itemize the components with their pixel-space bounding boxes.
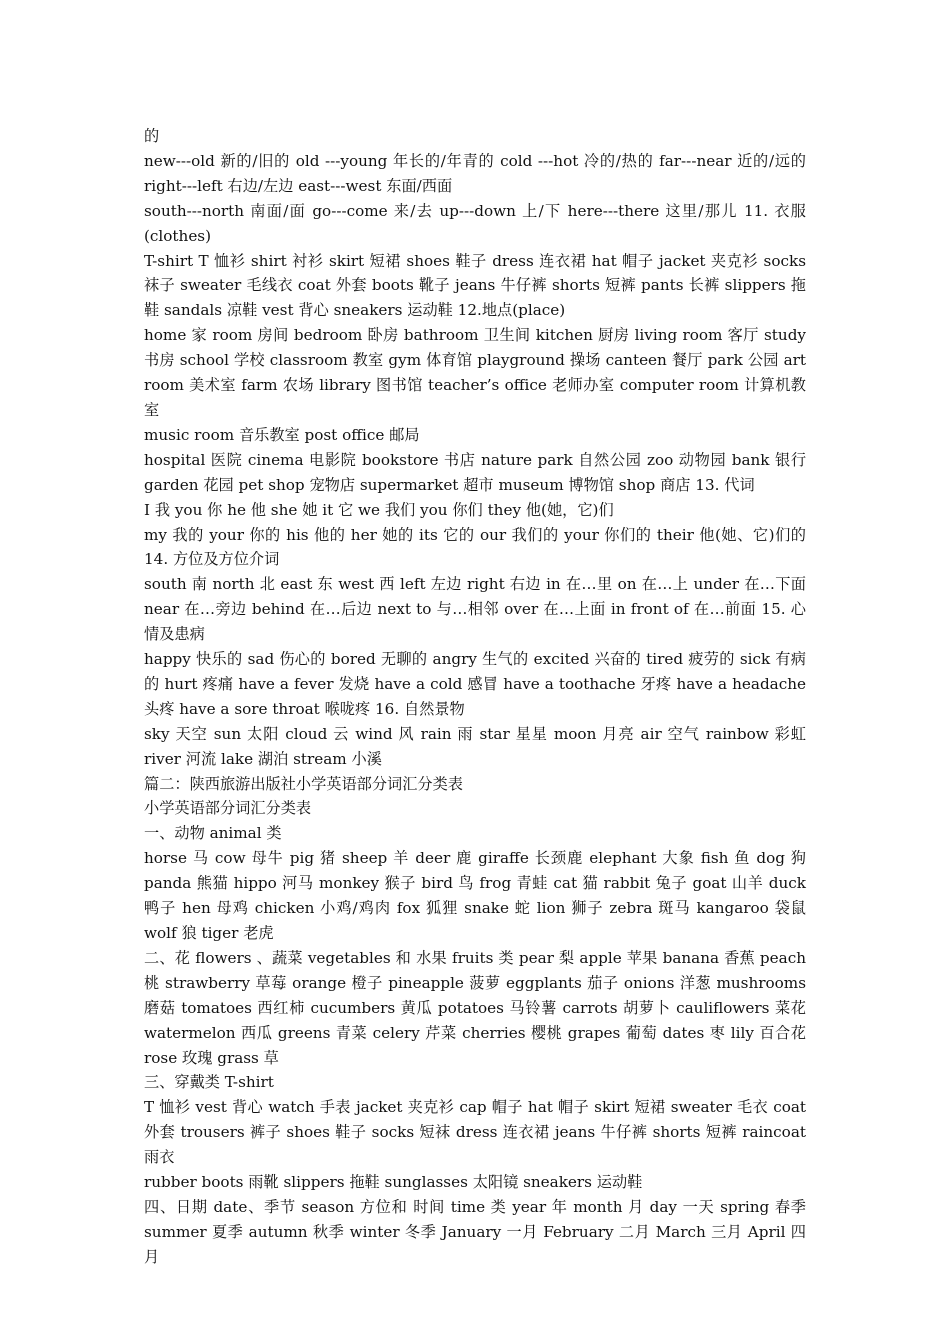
section-subtitle: 小学英语部分词汇分类表 <box>144 799 312 818</box>
antonym-pairs-paragraph: new---old 新的/旧的 old ---young 年长的/年青的 cold ---hot 冷的/热的 far---near 近的/远的 right---left 右边/左边 east---west 东面/西面 <box>144 151 806 195</box>
category-heading-animals: 一、动物 animal 类 <box>144 824 282 843</box>
category-heading-clothing: 三、穿戴类 T-shirt <box>144 1073 274 1092</box>
text-fragment: 的 <box>144 127 160 145</box>
nature-vocabulary: sky 天空 sun 太阳 cloud 云 wind 风 rain 雨 star 星星 moon 月亮 air 空气 rainbow 彩虹 river 河流 lake 湖泊 stream 小溪 <box>144 724 806 768</box>
feelings-illness: happy 快乐的 sad 伤心的 bored 无聊的 angry 生气的 excited 兴奋的 tired 疲劳的 sick 有病的 hurt 疼痛 have a fever 发烧 have a cold 感冒 have a toothache 牙疼 have a headache 头疼 have a sore throat 喉咙疼 16. 自然景物 <box>144 650 806 718</box>
antonym-pairs-clothes-heading: south---north 南面/面 go---come 来/去 up---down 上/下 here---there 这里/那儿 11. 衣服(clothes) <box>144 201 806 245</box>
clothes-vocabulary: T-shirt T 恤衫 shirt 衬衫 skirt 短裙 shoes 鞋子 dress 连衣裙 hat 帽子 jacket 夹克衫 socks 袜子 sweater 毛线衣 coat 外套 boots 靴子 jeans 牛仔裤 shorts 短裤 pants 长裤 slippers 拖鞋 sandals 凉鞋 vest 背心 sneakers 运动鞋 12.地点(place) <box>144 251 806 320</box>
dates-seasons-vocabulary: 四、日期 date、季节 season 方位和 时间 time 类 year 年 month 月 day 一天 spring 春季 summer 夏季 autumn 秋季 winter 冬季 January 一月 February 二月 March 三月 April 四月 <box>144 1197 806 1266</box>
section-title: 篇二：陕西旅游出版社小学英语部分词汇分类表 <box>144 774 463 793</box>
flowers-vegetables-fruits-vocabulary: 二、花 flowers 、蔬菜 vegetables 和 水果 fruits 类 pear 梨 apple 苹果 banana 香蕉 peach 桃 strawberry 草莓 orange 橙子 pineapple 菠萝 eggplants 茄子 onions 洋葱 mushrooms 磨菇 tomatoes 西红柿 cucumbers 黄瓜 potatoes 马铃薯 carrots 胡萝卜 cauliflowers 菜花 watermelon 西瓜 greens 青菜 celery 芹菜 cherries 樱桃 grapes 葡萄 dates 枣 lily 百合花 rose 玫瑰 grass 草 <box>144 948 806 1067</box>
pronouns-possessive: my 我的 your 你的 his 他的 her 她的 its 它的 our 我们的 your 你们的 their 他(她、它)们的 14. 方位及方位介词 <box>144 525 806 569</box>
document-page <box>144 124 806 1270</box>
clothing-vocabulary-continued: rubber boots 雨靴 slippers 拖鞋 sunglasses 太阳镜 sneakers 运动鞋 <box>144 1173 643 1192</box>
directions-prepositions: south 南 north 北 east 东 west 西 left 左边 right 右边 in 在…里 on 在…上 under 在…下面 near 在…旁边 behind 在…后边 next to 与…相邻 over 在…上面 in front of 在…前面 15. 心情及患病 <box>144 575 806 644</box>
places-vocabulary-continued: music room 音乐教室 post office 邮局 <box>144 425 420 444</box>
places-vocabulary-more: hospital 医院 cinema 电影院 bookstore 书店 nature park 自然公园 zoo 动物园 bank 银行 garden 花园 pet shop 宠物店 supermarket 超市 museum 博物馆 shop 商店 13. 代词 <box>144 450 806 494</box>
animals-vocabulary: horse 马 cow 母牛 pig 猪 sheep 羊 deer 鹿 giraffe 长颈鹿 elephant 大象 fish 鱼 dog 狗 panda 熊猫 hippo 河马 monkey 猴子 bird 鸟 frog 青蛙 cat 猫 rabbit 兔子 goat 山羊 duck 鸭子 hen 母鸡 chicken 小鸡/鸡肉 fox 狐狸 snake 蛇 lion 狮子 zebra 斑马 kangaroo 袋鼠 wolf 狼 tiger 老虎 <box>144 849 806 942</box>
clothing-vocabulary: T 恤衫 vest 背心 watch 手表 jacket 夹克衫 cap 帽子 hat 帽子 skirt 短裙 sweater 毛衣 coat 外套 trousers 裤子 shoes 鞋子 socks 短袜 dress 连衣裙 jeans 牛仔裤 shorts 短裤 raincoat 雨衣 <box>144 1098 806 1167</box>
places-vocabulary: home 家 room 房间 bedroom 卧房 bathroom 卫生间 kitchen 厨房 living room 客厅 study 书房 school 学校 classroom 教室 gym 体育馆 playground 操场 canteen 餐厅 park 公园 art room 美术室 farm 农场 library 图书馆 teacher’s office 老师办室 computer room 计算机教室 <box>144 326 806 419</box>
pronouns-subject: I 我 you 你 he 他 she 她 it 它 we 我们 you 你们 they 他(她，它)们 <box>144 500 614 519</box>
